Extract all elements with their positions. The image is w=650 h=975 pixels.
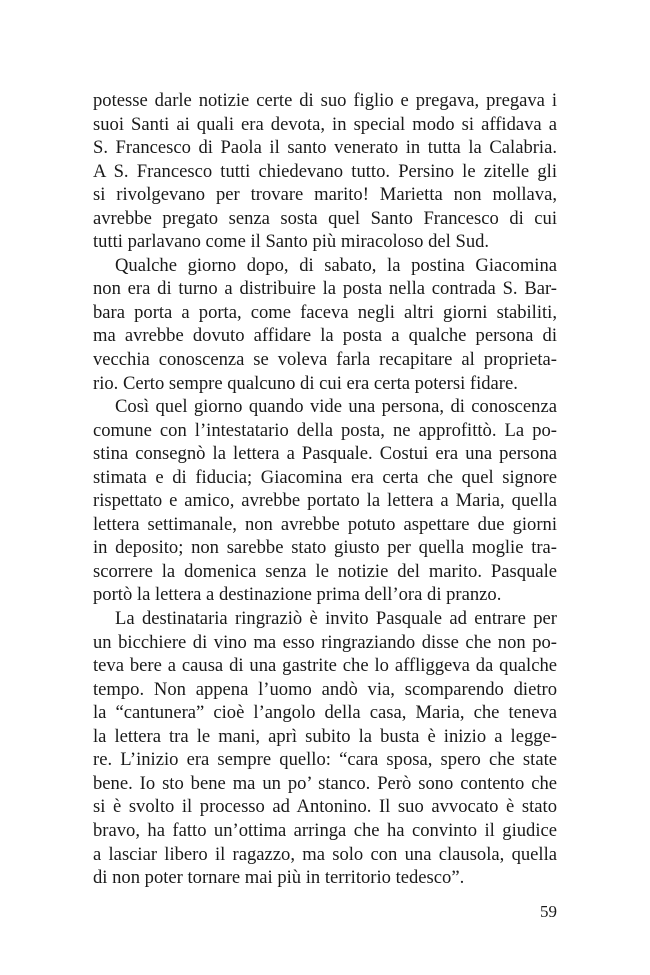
text-line: stimata e di fiducia; Giacomina era certa che quel signore [93,466,557,488]
text-line: stina consegnò la lettera a Pasquale. Costui era una persona [93,443,557,465]
text-line: ma avrebbe dovuto affidare la posta a qualche persona di [93,325,557,347]
paragraph [93,607,557,890]
text-line: rio. Certo sempre qualcuno di cui era certa potersi fidare. [93,372,518,394]
text-line: la lettera tra le mani, aprì subito la busta è inizio a legge- [93,725,557,747]
text-line: bene. Io sto bene ma un po’ stanco. Però sono contento che [93,772,557,794]
text-line: bara porta a porta, come faceva negli altri giorni stabiliti, [93,301,557,323]
text-line: in deposito; non sarebbe stato giusto per quella moglie tra- [93,537,557,559]
text-line: suoi Santi ai quali era devota, in special modo si affidava a [93,113,557,135]
text-line: bravo, ha fatto un’ottima arringa che ha convinto il giudice [93,819,557,841]
text-line: scorrere la domenica senza le notizie del marito. Pasquale [93,560,557,582]
text-line: la “cantunera” cioè l’angolo della casa, Maria, che teneva [93,702,557,724]
book-page-text [93,89,557,890]
paragraph [93,395,557,607]
paragraph [93,89,557,254]
text-line: si rivolgevano per trovare marito! Marietta non mollava, [93,184,557,206]
text-line: portò la lettera a destinazione prima dell’ora di pranzo. [93,584,502,606]
text-line: tutti parlavano come il Santo più miracoloso del Sud. [93,231,490,253]
text-line: Qualche giorno dopo, di sabato, la postina Giacomina [115,254,557,276]
text-line: vecchia conoscenza se voleva farla recapitare al proprieta- [93,349,557,371]
text-line: un bicchiere di vino ma esso ringraziando disse che non po- [93,631,557,653]
text-line: Così quel giorno quando vide una persona, di conoscenza [115,396,557,418]
text-line: a lasciar libero il ragazzo, ma solo con una clausola, quella [93,843,557,865]
text-line: A S. Francesco tutti chiedevano tutto. Persino le zitelle gli [93,160,557,182]
text-line: avrebbe pregato senza sosta quel Santo Francesco di cui [93,207,557,229]
text-line: teva bere a causa di una gastrite che lo affliggeva da qualche [93,655,557,677]
text-line: comune con l’intestatario della posta, ne approfittò. La po- [93,419,557,441]
text-line: La destinataria ringraziò è invito Pasquale ad entrare per [115,608,557,630]
text-line: tempo. Non appena l’uomo andò via, scomparendo dietro [93,678,557,700]
text-line: non era di turno a distribuire la posta nella contrada S. Bar- [93,278,557,300]
page-number: 59 [540,902,557,921]
text-line: rispettato e amico, avrebbe portato la lettera a Maria, quella [93,490,557,512]
text-line: lettera settimanale, non avrebbe potuto aspettare due giorni [93,513,557,535]
text-line: di non poter tornare mai più in territorio tedesco”. [93,867,465,889]
text-line: S. Francesco di Paola il santo venerato in tutta la Calabria. [93,137,557,159]
text-line: si è svolto il processo ad Antonino. Il suo avvocato è stato [93,796,557,818]
text-line: re. L’inizio era sempre quello: “cara sposa, spero che state [93,749,557,771]
text-line: potesse darle notizie certe di suo figlio e pregava, pregava i [93,90,557,111]
paragraph [93,254,557,395]
